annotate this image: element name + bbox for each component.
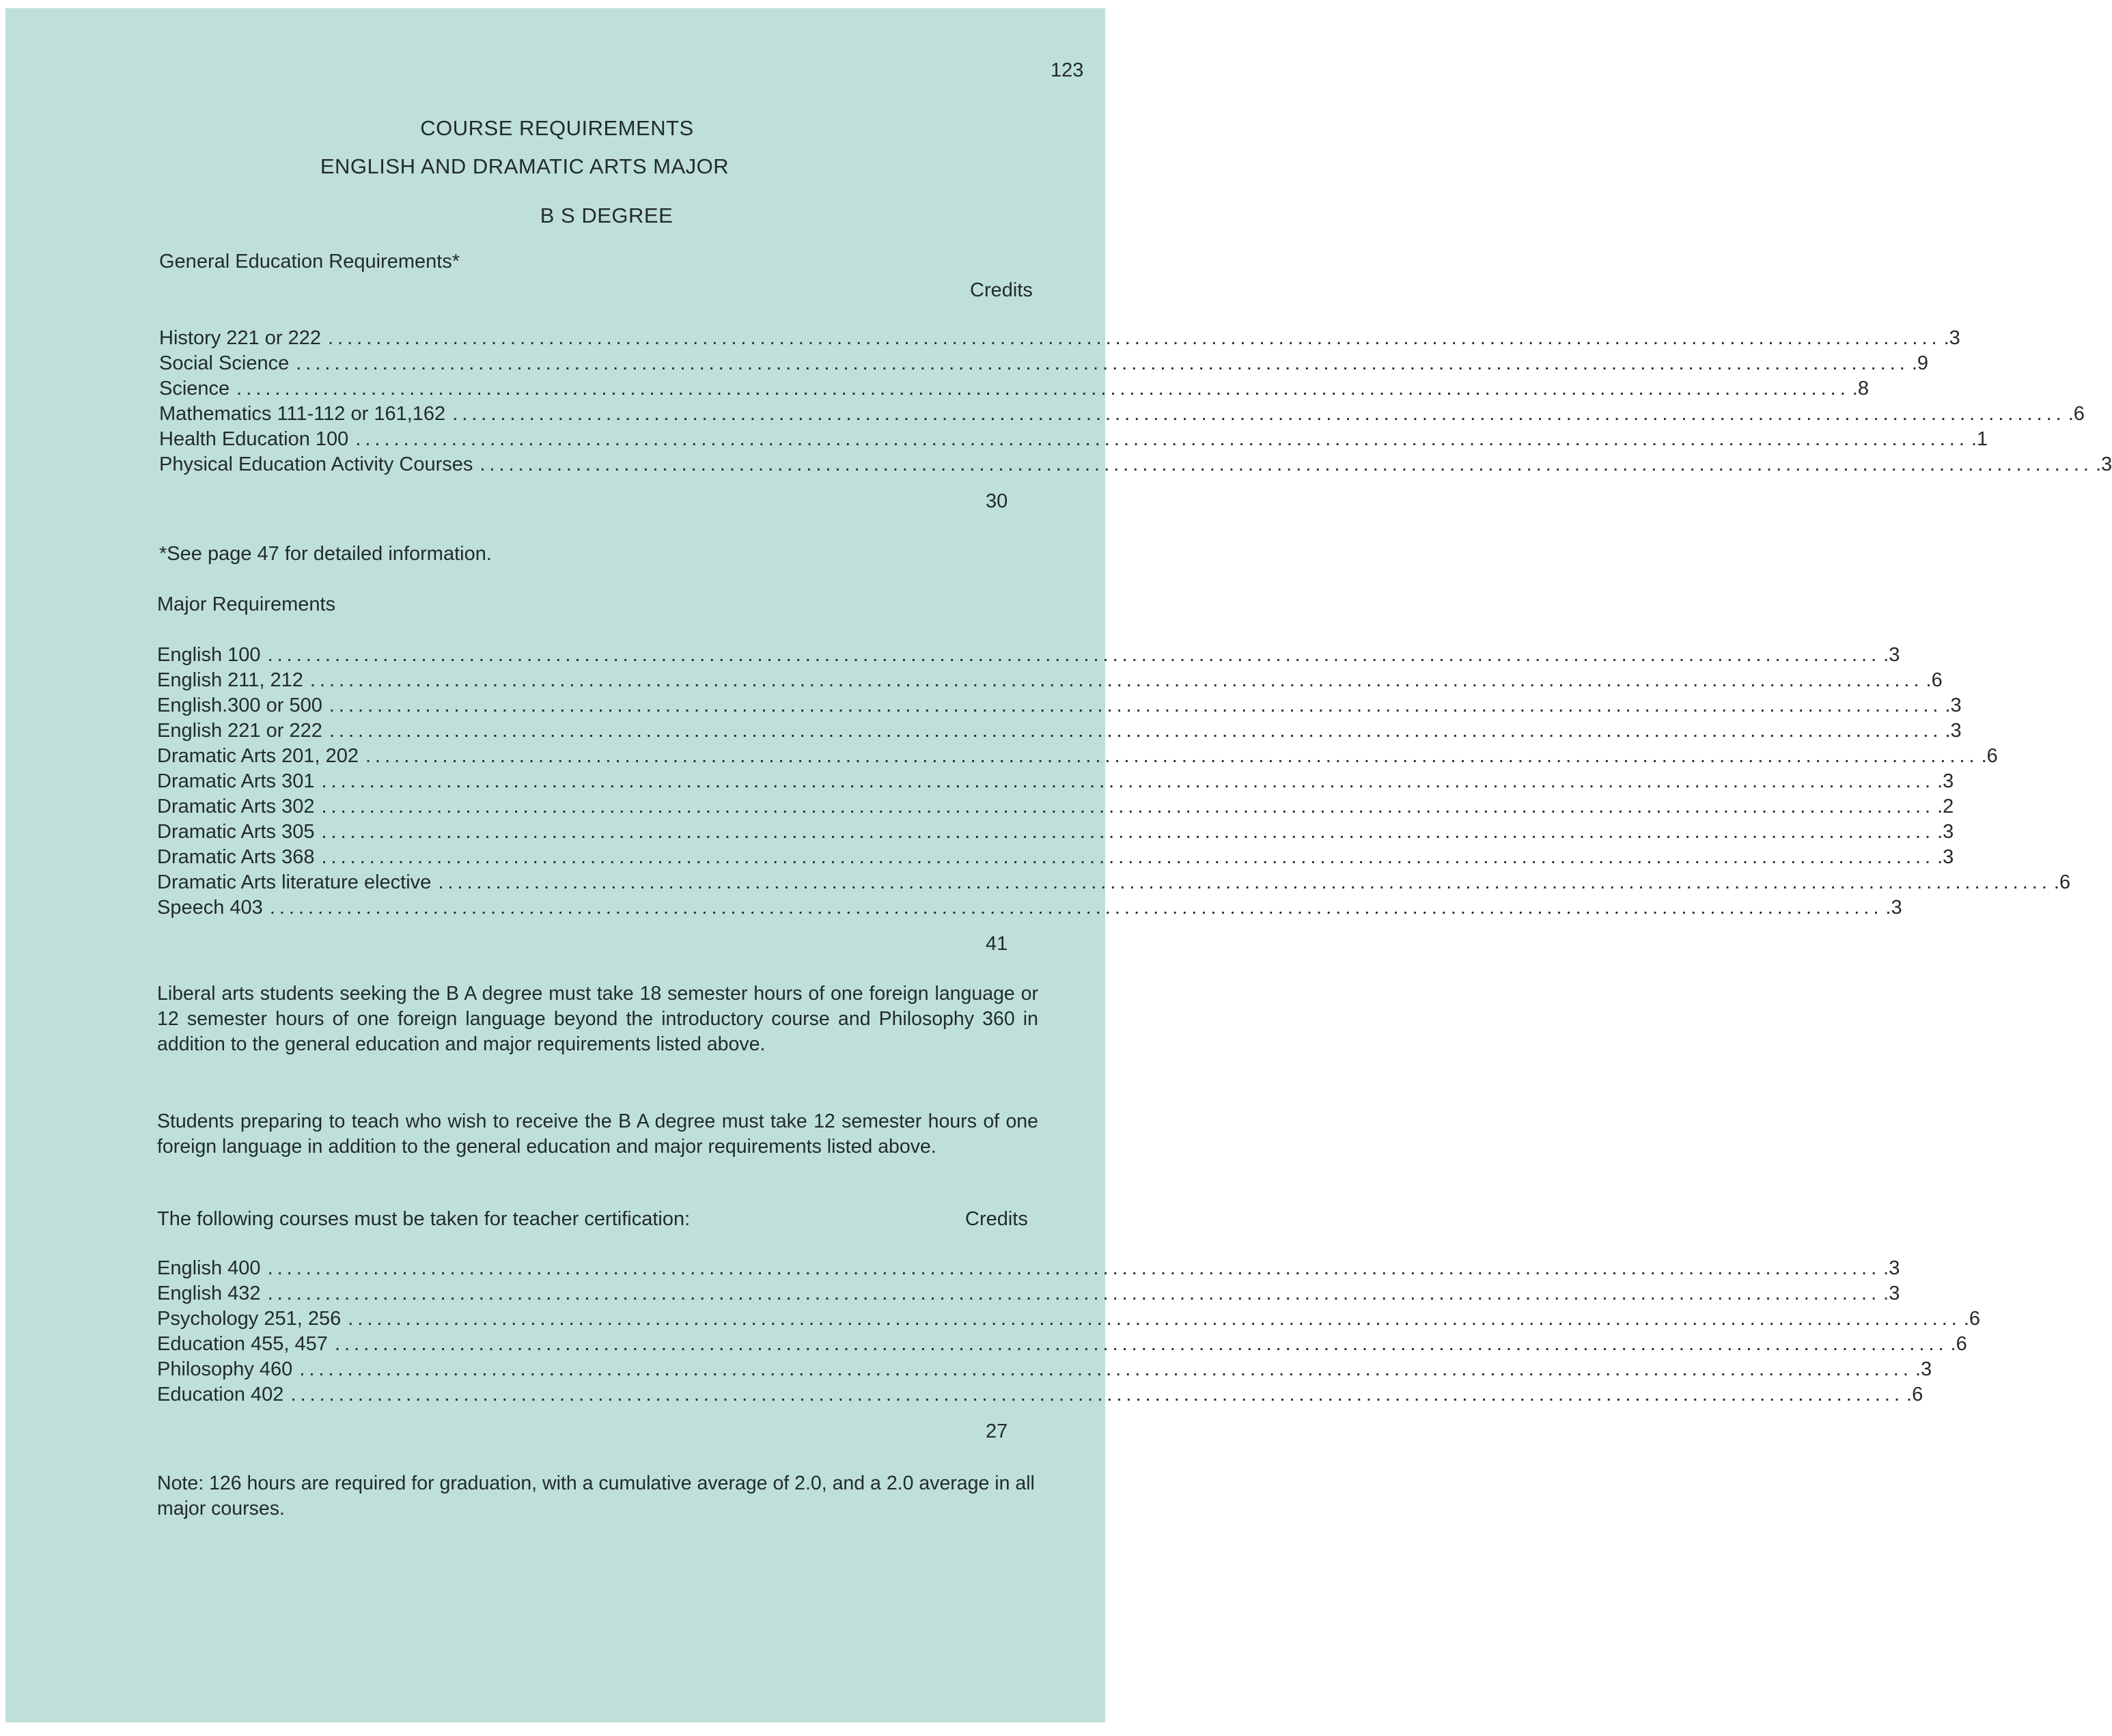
document-page bbox=[5, 8, 2112, 1722]
list-item bbox=[157, 846, 1954, 871]
list-item bbox=[157, 1283, 1900, 1307]
title-line-1: COURSE REQUIREMENTS bbox=[420, 116, 694, 140]
dot-leader: ........................................................................................................................................................................ bbox=[321, 846, 1935, 868]
certification-heading: The following courses must be taken for teacher certification: bbox=[157, 1208, 691, 1230]
list-item bbox=[157, 745, 1998, 770]
course-credits: .3 bbox=[1937, 770, 1954, 792]
course-credits: .6 bbox=[1981, 745, 1998, 767]
dot-leader: ........................................................................................................................................................................ bbox=[480, 453, 2093, 475]
list-item bbox=[159, 428, 1988, 453]
list-item bbox=[157, 871, 2071, 896]
dot-leader: ........................................................................................................................................................................ bbox=[309, 669, 1923, 691]
course-name: Physical Education Activity Courses bbox=[159, 453, 473, 475]
list-item bbox=[159, 453, 2112, 478]
dot-leader: ........................................................................................................................................................................ bbox=[296, 352, 1909, 374]
list-item bbox=[157, 1308, 1981, 1332]
dot-leader: ........................................................................................................................................................................ bbox=[321, 821, 1935, 843]
course-credits: .1 bbox=[1971, 428, 1988, 450]
course-credits: .3 bbox=[1915, 1358, 1932, 1380]
major-requirements-heading: Major Requirements bbox=[157, 593, 336, 615]
dot-leader: ........................................................................................................................................................................ bbox=[236, 378, 1850, 400]
general-education-footnote: *See page 47 for detailed information. bbox=[159, 543, 492, 565]
course-credits: .8 bbox=[1852, 378, 1869, 400]
graduation-note: Note: 126 hours are required for graduation, with a cumulative average of 2.0, and a 2.0 average in all major courses. bbox=[157, 1472, 1035, 1520]
course-name: English.300 or 500 bbox=[157, 695, 322, 716]
course-name: English 211, 212 bbox=[157, 669, 303, 691]
certification-total: 27 bbox=[986, 1420, 1008, 1442]
major-requirements-total: 41 bbox=[986, 933, 1008, 955]
course-credits: .3 bbox=[1883, 1257, 1900, 1279]
list-item bbox=[159, 327, 1960, 352]
dot-leader: ........................................................................................................................................................................ bbox=[269, 897, 1883, 919]
course-credits: .9 bbox=[1911, 352, 1929, 374]
course-credits: .3 bbox=[1945, 695, 1962, 716]
general-education-heading: General Education Requirements* bbox=[159, 251, 460, 272]
teaching-paragraph: Students preparing to teach who wish to receive the B A degree must take 12 semester hours of one foreign language in addition to the general education and major requirements listed above. bbox=[157, 1110, 1038, 1158]
dot-leader: ........................................................................................................................................................................ bbox=[438, 871, 2051, 893]
course-name: Mathematics 111-112 or 161,162 bbox=[159, 403, 446, 425]
course-name: Philosophy 460 bbox=[157, 1358, 293, 1380]
dot-leader: ........................................................................................................................................................................ bbox=[267, 644, 1881, 666]
course-name: Education 402 bbox=[157, 1384, 284, 1405]
list-item bbox=[157, 720, 1962, 744]
list-item bbox=[159, 378, 1869, 402]
course-credits: .6 bbox=[1963, 1308, 1981, 1330]
dot-leader: ........................................................................................................................................................................ bbox=[299, 1358, 1913, 1380]
course-credits: .6 bbox=[1906, 1384, 1923, 1405]
list-item bbox=[159, 352, 1929, 377]
list-item bbox=[157, 695, 1962, 719]
course-name: Dramatic Arts 302 bbox=[157, 796, 315, 817]
course-name: Dramatic Arts 301 bbox=[157, 770, 315, 792]
certification-credits-label: Credits bbox=[965, 1208, 1028, 1230]
course-name: English 432 bbox=[157, 1283, 261, 1304]
course-name: Social Science bbox=[159, 352, 290, 374]
title-line-2: ENGLISH AND DRAMATIC ARTS MAJOR bbox=[320, 154, 730, 178]
dot-leader: ........................................................................................................................................................................ bbox=[348, 1308, 1961, 1330]
dot-leader: ........................................................................................................................................................................ bbox=[267, 1283, 1881, 1304]
dot-leader: ........................................................................................................................................................................ bbox=[290, 1384, 1904, 1405]
list-item bbox=[157, 1333, 1967, 1358]
course-credits: .3 bbox=[1883, 1283, 1900, 1304]
course-name: Health Education 100 bbox=[159, 428, 349, 450]
dot-leader: ........................................................................................................................................................................ bbox=[355, 428, 1969, 450]
course-credits: .6 bbox=[1950, 1333, 1967, 1355]
liberal-arts-paragraph: Liberal arts students seeking the B A degree must take 18 semester hours of one foreign language or 12 semester hours of one foreign language beyond the introductory course and Philosophy 360 in addition to the general education and major requirements listed above. bbox=[157, 983, 1038, 1055]
course-credits: .3 bbox=[1885, 897, 1902, 919]
list-item bbox=[157, 796, 1954, 820]
dot-leader: ........................................................................................................................................................................ bbox=[329, 720, 1943, 742]
page-number: 123 bbox=[1051, 59, 1084, 81]
course-credits: .3 bbox=[1937, 821, 1954, 843]
course-name: Speech 403 bbox=[157, 897, 263, 919]
course-name: English 100 bbox=[157, 644, 261, 666]
dot-leader: ........................................................................................................................................................................ bbox=[329, 695, 1943, 716]
list-item bbox=[157, 1384, 1923, 1408]
course-credits: .6 bbox=[2068, 403, 2085, 425]
list-item bbox=[157, 644, 1900, 669]
course-name: Dramatic Arts 201, 202 bbox=[157, 745, 359, 767]
course-credits: .3 bbox=[1937, 846, 1954, 868]
dot-leader: ........................................................................................................................................................................ bbox=[321, 796, 1935, 817]
list-item bbox=[157, 1358, 1932, 1383]
course-name: Dramatic Arts literature elective bbox=[157, 871, 432, 893]
dot-leader: ........................................................................................................................................................................ bbox=[334, 1333, 1948, 1355]
course-name: Dramatic Arts 368 bbox=[157, 846, 315, 868]
course-credits: .6 bbox=[1926, 669, 1943, 691]
list-item bbox=[157, 897, 1902, 921]
dot-leader: ........................................................................................................................................................................ bbox=[321, 770, 1935, 792]
course-credits: .3 bbox=[1945, 720, 1962, 742]
general-credits-label: Credits bbox=[970, 279, 1033, 301]
list-item bbox=[157, 770, 1954, 795]
dot-leader: ........................................................................................................................................................................ bbox=[365, 745, 1979, 767]
course-name: History 221 or 222 bbox=[159, 327, 321, 349]
course-name: Science bbox=[159, 378, 230, 400]
course-credits: .3 bbox=[1883, 644, 1900, 666]
course-name: English 400 bbox=[157, 1257, 261, 1279]
course-credits: .3 bbox=[1943, 327, 1960, 349]
course-name: English 221 or 222 bbox=[157, 720, 322, 742]
course-credits: .6 bbox=[2053, 871, 2071, 893]
course-name: Dramatic Arts 305 bbox=[157, 821, 315, 843]
dot-leader: ........................................................................................................................................................................ bbox=[327, 327, 1941, 349]
list-item bbox=[157, 821, 1954, 845]
list-item bbox=[157, 1257, 1900, 1282]
title-line-3: B S DEGREE bbox=[540, 204, 673, 227]
course-credits: .2 bbox=[1937, 796, 1954, 817]
dot-leader: ........................................................................................................................................................................ bbox=[267, 1257, 1881, 1279]
general-education-total: 30 bbox=[986, 490, 1008, 512]
course-name: Education 455, 457 bbox=[157, 1333, 328, 1355]
course-credits: .3 bbox=[2095, 453, 2112, 475]
list-item bbox=[157, 669, 1943, 694]
list-item bbox=[159, 403, 2085, 428]
dot-leader: ........................................................................................................................................................................ bbox=[452, 403, 2066, 425]
course-name: Psychology 251, 256 bbox=[157, 1308, 342, 1330]
